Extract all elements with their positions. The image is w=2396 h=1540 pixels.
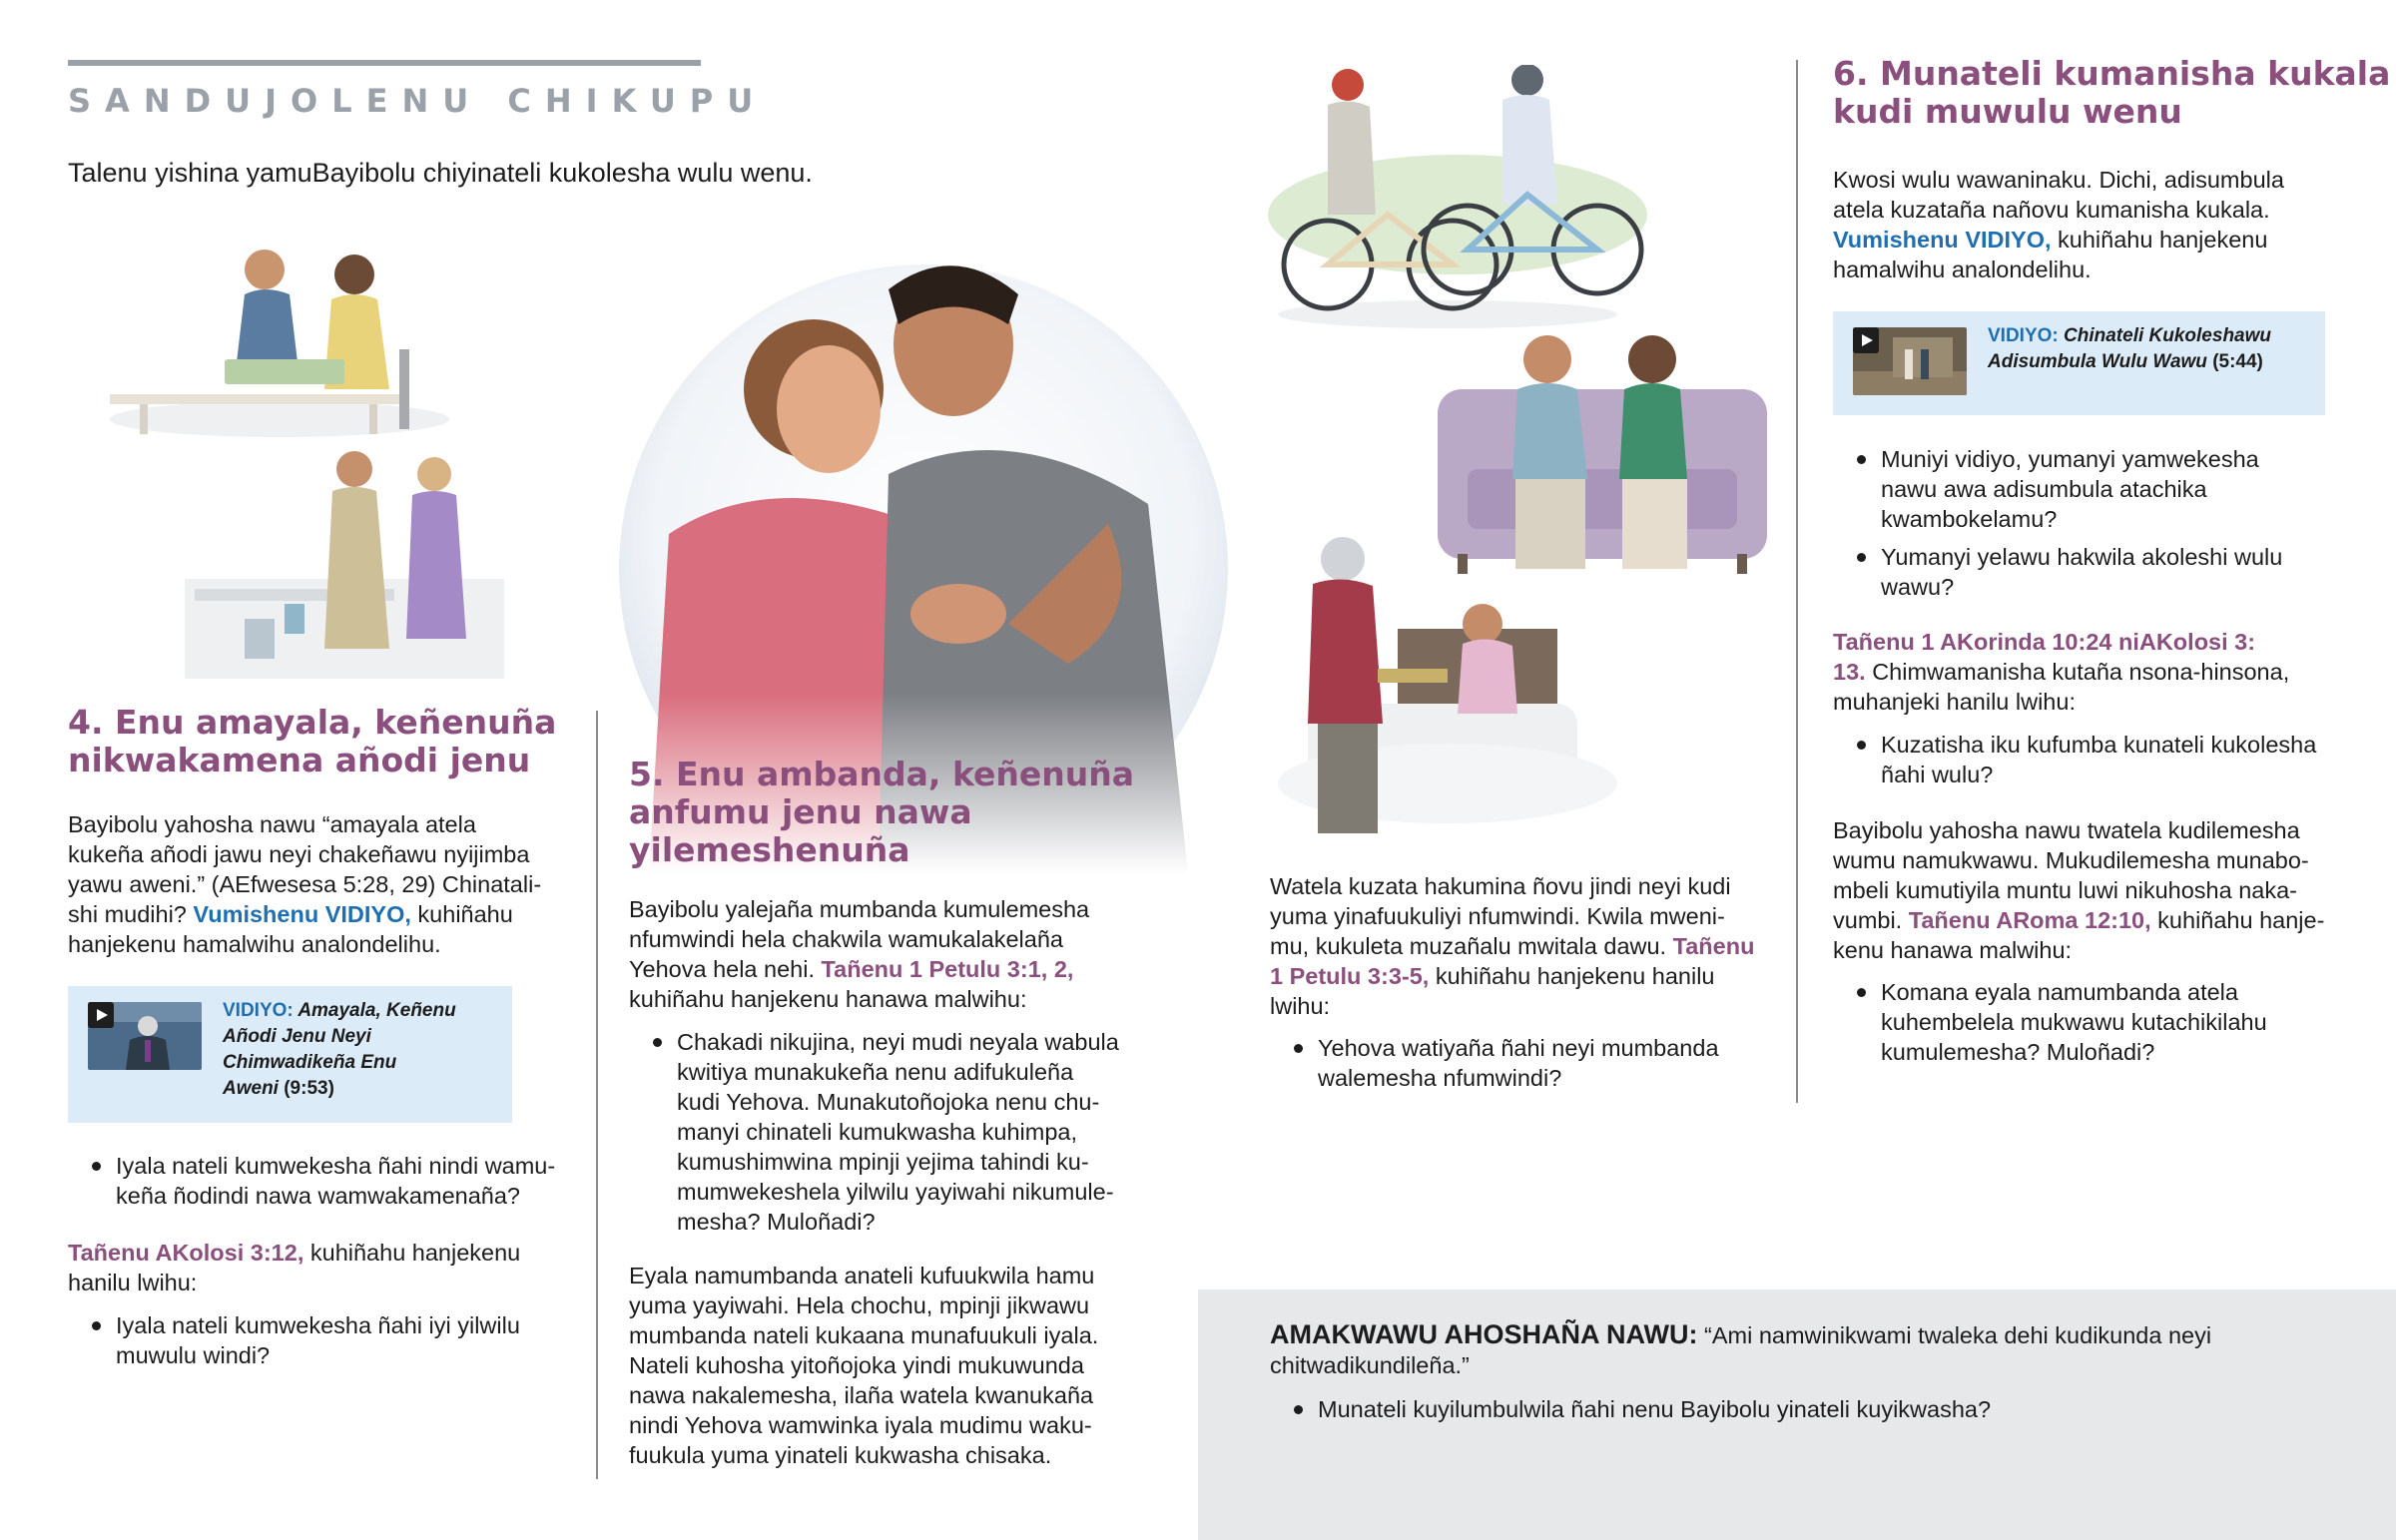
section6-bullets-3 <box>1833 977 2352 1075</box>
section4-reference: Tañenu AKolosi 3:12, kuhiñahu hanjekenu hanilu lwihu: <box>68 1240 521 1295</box>
scripture-reference[interactable]: Tañenu 1 Petulu 3:1, 2, <box>821 956 1074 982</box>
column-divider-2 <box>1796 60 1798 1103</box>
video-title-1: VIDIYO: Amayala, Keñenu Añodi Jenu Neyi Chimwadikeña Enu Aweni (9:53) <box>223 1000 456 1099</box>
scripture-reference[interactable]: 1 Petulu 3:3-5, <box>1270 963 1430 989</box>
list-item: Iyala nateli kumwekesha ñahi iyi yilwilu muwulu windi? <box>68 1310 587 1370</box>
footer-bullets <box>1270 1394 2318 1432</box>
list-item: Kuzatisha iku kufumba kunateli kukolesha ñahi wulu? <box>1833 730 2352 789</box>
section6-bullets-1 <box>1833 444 2352 610</box>
scripture-reference[interactable]: Tañenu AKolosi 3:12, <box>68 1240 304 1266</box>
section6-bullets-2 <box>1833 730 2352 797</box>
section6-paragraph-2: Bayibolu yahosha nawu twatela kudilemesha wumu namukwawu. Mukudilemesha munabo- mbeli kumutiyila muntu luwi nikuhosha naka- vumbi. Tañenu ARoma 12:10, kuhiñahu hanje- kenu hanawa malwihu: <box>1833 817 2325 963</box>
couple-kitchen-illustration <box>185 439 524 679</box>
list-item: Komana eyala namumbanda atela kuhembelela mukwawu kutachikilahu kumulemesha? Muloñadi? <box>1833 977 2352 1067</box>
footer-box <box>1198 1289 2396 1540</box>
header-rule <box>68 60 701 66</box>
video-card-1[interactable] <box>68 986 512 1123</box>
intro-text: Talenu yishina yamuBayibolu chiyinateli kukolesha wulu wenu. <box>68 158 813 188</box>
list-item: Muniyi vidiyo, yumanyi yamwekesha nawu awa adisumbula atachika kwambokelamu? <box>1833 444 2352 534</box>
section5-paragraph: Bayibolu yalejaña mumbanda kumulemesha nfumwindi hela chakwila wamukalakelaña Yehova hela nehi. Tañenu 1 Petulu 3:1, 2, kuhiñahu hanjekenu hanawa malwihu: <box>629 896 1090 1012</box>
list-item: Chakadi nikujina, neyi mudi neyala wabula kwitiya munakukeña nenu adifukuleña kudi Yehova. Munakutoñojoka nenu chu- manyi chinateli kumukwasha kuhimpa, kumushimwina mpinji yejima tahindi ku- mumwekeshela yilwilu yayiwahi nikumule- mesha? Muloñadi? <box>629 1027 1168 1237</box>
scripture-reference[interactable]: 13. <box>1833 659 1866 685</box>
section4-bullets-1 <box>68 1151 587 1219</box>
scripture-reference[interactable]: Tañenu 1 AKorinda 10:24 niAKolosi 3: <box>1833 629 2256 655</box>
couple-cycling-illustration <box>1258 65 1657 334</box>
section5-paragraph-2: Eyala namumbanda anateli kufuukwila hamu yuma yayiwahi. Hela chochu, mpinji jikwawu mumbanda nateli kukaana munafuukuli iyala. Nateli kuhosha yitoñojoka yindi mukuwunda nawa nakalemesha, ilaña watela kwanukaña nindi Yehova wamwinka iyala mudimu waku- fuukula yuma yinateli kukwasha chisaka. <box>629 1263 1099 1468</box>
play-icon[interactable] <box>1853 327 1879 353</box>
column-divider-1 <box>596 711 598 1479</box>
section6-heading: 6. Munateli kumanisha kukala kudi muwulu wenu <box>1833 54 2391 131</box>
list-item: Iyala nateli kumwekesha ñahi nindi wamu- keña ñodindi nawa wamwakamenaña? <box>68 1151 587 1211</box>
play-icon[interactable] <box>88 1002 114 1028</box>
mid-bullets <box>1270 1033 1789 1101</box>
section5-heading: 5. Enu ambanda, keñenuña anfumu jenu nawa yilemeshenuña <box>629 755 1135 869</box>
section4-heading: 4. Enu amayala, keñenuña nikwakamena añodi jenu <box>68 703 557 779</box>
footer-quote: AMAKWAWU AHOSHAÑA NAWU: “Ami namwinikwami twaleka dehi kudikunda neyi chitwadikundileña.” <box>1270 1319 2212 1378</box>
section4-bullets-2 <box>68 1310 587 1378</box>
section5-bullets <box>629 1027 1168 1245</box>
video-title-2: VIDIYO: Chinateli Kukoleshawu Adisumbula Wulu Wawu (5:44) <box>1988 325 2271 372</box>
section4-paragraph: Bayibolu yahosha nawu “amayala atela kukeña añodi jawu neyi chakeñawu nyijimba yawu aweni.” (AEfwesesa 5:28, 29) Chinatali- shi mudihi? Vumishenu VIDIYO, kuhiñahu hanjekenu hamalwihu analondelihu. <box>68 811 542 957</box>
section6-reference: Tañenu 1 AKorinda 10:24 niAKolosi 3: 13. Chimwamanisha kutaña nsona-hinsona, muhanjeki hanilu lwihu: <box>1833 627 2372 717</box>
video-card-2[interactable] <box>1833 311 2325 415</box>
list-item: Yumanyi yelawu hakwila akoleshi wulu wawu? <box>1833 542 2352 602</box>
page-title: SANDUJOLENU CHIKUPU <box>68 82 768 120</box>
couple-reading-illustration <box>100 240 459 439</box>
video-link[interactable]: Vumishenu VIDIYO, <box>1833 227 2052 253</box>
video-link[interactable]: Vumishenu VIDIYO, <box>193 901 411 927</box>
section6-paragraph: Kwosi wulu wawaninaku. Dichi, adisumbula atela kuzataña nañovu kumanisha kukala. Vumishenu VIDIYO, kuhiñahu hanjekenu hamalwihu analondelihu. <box>1833 167 2284 282</box>
list-item: Munateli kuyilumbulwila ñahi nenu Bayibolu yinateli kuyikwasha? <box>1270 1394 2318 1424</box>
mid-paragraph: Watela kuzata hakumina ñovu jindi neyi kudi yuma yinafuukuliyi nfumwindi. Kwila mweni- mu, kukuleta muzañalu mwitala dawu. Tañenu 1 Petulu 3:3-5, kuhiñahu hanjekenu hanilu lwihu: <box>1270 873 1755 1019</box>
scripture-reference[interactable]: Tañenu <box>1672 933 1755 959</box>
scripture-reference[interactable]: Tañenu ARoma 12:10, <box>1908 907 2151 933</box>
caregiver-bed-illustration <box>1268 534 1617 843</box>
list-item: Yehova watiyaña ñahi neyi mumbanda walemesha nfumwindi? <box>1270 1033 1789 1093</box>
